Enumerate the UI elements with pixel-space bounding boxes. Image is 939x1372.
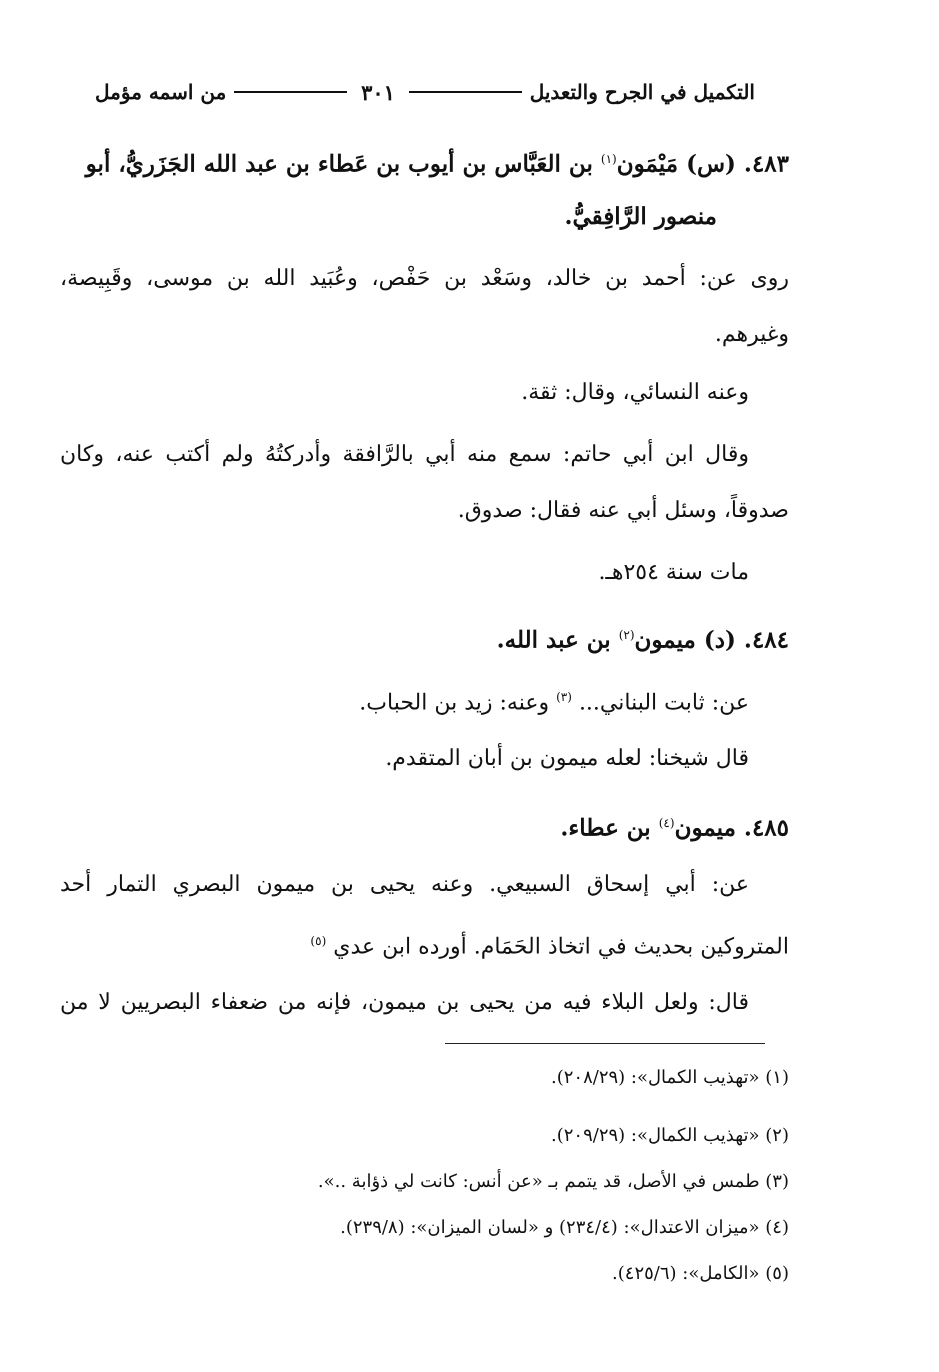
entry-485-narrators-cont [310, 924, 789, 964]
entry-number: ٤٨٥. [743, 814, 789, 842]
entry-code: (س) [686, 150, 736, 178]
entry-484-note: قال شيخنا: لعله ميمون بن أبان المتقدم. [385, 746, 749, 771]
entry-483-narrators-from-cont: وغيرهم. [714, 322, 789, 347]
entry-483-narrators-to: وعنه النسائي، وقال: ثقة. [521, 380, 749, 405]
entry-lineage: بن العَبَّاس بن أيوب بن عَطاء بن عبد الله الجَزَريُّ، أبو [85, 150, 593, 178]
entry-485-narrators: عن: أبي إسحاق السبيعي. وعنه يحيى بن ميمون البصري التمار أحد [60, 872, 749, 897]
section-name: من اسمه مؤمل [95, 80, 227, 104]
entry-484-narrators [359, 680, 749, 720]
header-rule [409, 91, 522, 93]
entry-lineage: بن عطاء. [560, 814, 651, 842]
footnote-5: (٥) «الكامل»: (٤٢٥/٦). [612, 1263, 789, 1284]
footnote-1: (١) «تهذيب الكمال»: (٢٠٨/٢٩). [551, 1067, 789, 1088]
entry-483-assessment: وقال ابن أبي حاتم: سمع منه أبي بالرَّافقة وأدركتُهُ ولم أكتب عنه، وكان [60, 442, 749, 467]
entry-name: ميمون [634, 626, 696, 654]
entry-lineage: بن عبد الله. [496, 626, 611, 654]
entry-484-from: عن: ثابت البناني... [578, 690, 749, 716]
page-number: ٣٠١ [361, 79, 395, 105]
footnote-separator [445, 1043, 765, 1044]
entry-483-heading-cont: منصور الرَّافِقيُّ. [564, 203, 717, 230]
footnote-2: (٢) «تهذيب الكمال»: (٢٠٩/٢٩). [551, 1125, 789, 1146]
entry-name: مَيْمَون [616, 150, 679, 178]
entry-483-narrators-from: روى عن: أحمد بن خالد، وسَعْد بن حَفْص، وعُبَيد الله بن موسى، وقَبِيصة، [60, 266, 789, 291]
entry-485-heading [560, 806, 789, 846]
entry-number: ٤٨٤. [743, 626, 789, 654]
entry-number: ٤٨٣. [743, 150, 789, 178]
entry-483-heading [60, 142, 789, 182]
entry-name: ميمون [674, 814, 736, 842]
footnote-ref: (٤) [658, 816, 675, 830]
footnote-4: (٤) «ميزان الاعتدال»: (٢٣٤/٤) و «لسان الميزان»: (٢٣٩/٨). [340, 1217, 789, 1238]
footnote-ref: (١) [600, 152, 617, 166]
running-header [95, 72, 755, 112]
entry-483-death: مات سنة ٢٥٤هـ. [598, 560, 749, 585]
entry-484-heading [497, 618, 789, 658]
entry-484-to: وعنه: زيد بن الحباب. [359, 690, 550, 716]
entry-code: (د) [703, 626, 736, 654]
book-title: التكميل في الجرح والتعديل [529, 80, 755, 104]
header-rule [234, 91, 347, 93]
entry-485-comment: قال: ولعل البلاء فيه من يحيى بن ميمون، فإنه من ضعفاء البصريين لا من [60, 990, 749, 1015]
footnote-ref: (٣) [556, 690, 572, 704]
footnote-ref: (٢) [618, 628, 635, 642]
footnote-3: (٣) طمس في الأصل، قد يتمم بـ «عن أنس: كانت لي ذؤابة ..». [317, 1171, 789, 1192]
footnote-ref: (٥) [310, 934, 327, 948]
entry-485-text: المتروكين بحديث في اتخاذ الحَمَام. أورده ابن عدي [333, 934, 789, 960]
entry-483-assessment-cont: صدوقاً، وسئل أبي عنه فقال: صدوق. [457, 498, 789, 523]
